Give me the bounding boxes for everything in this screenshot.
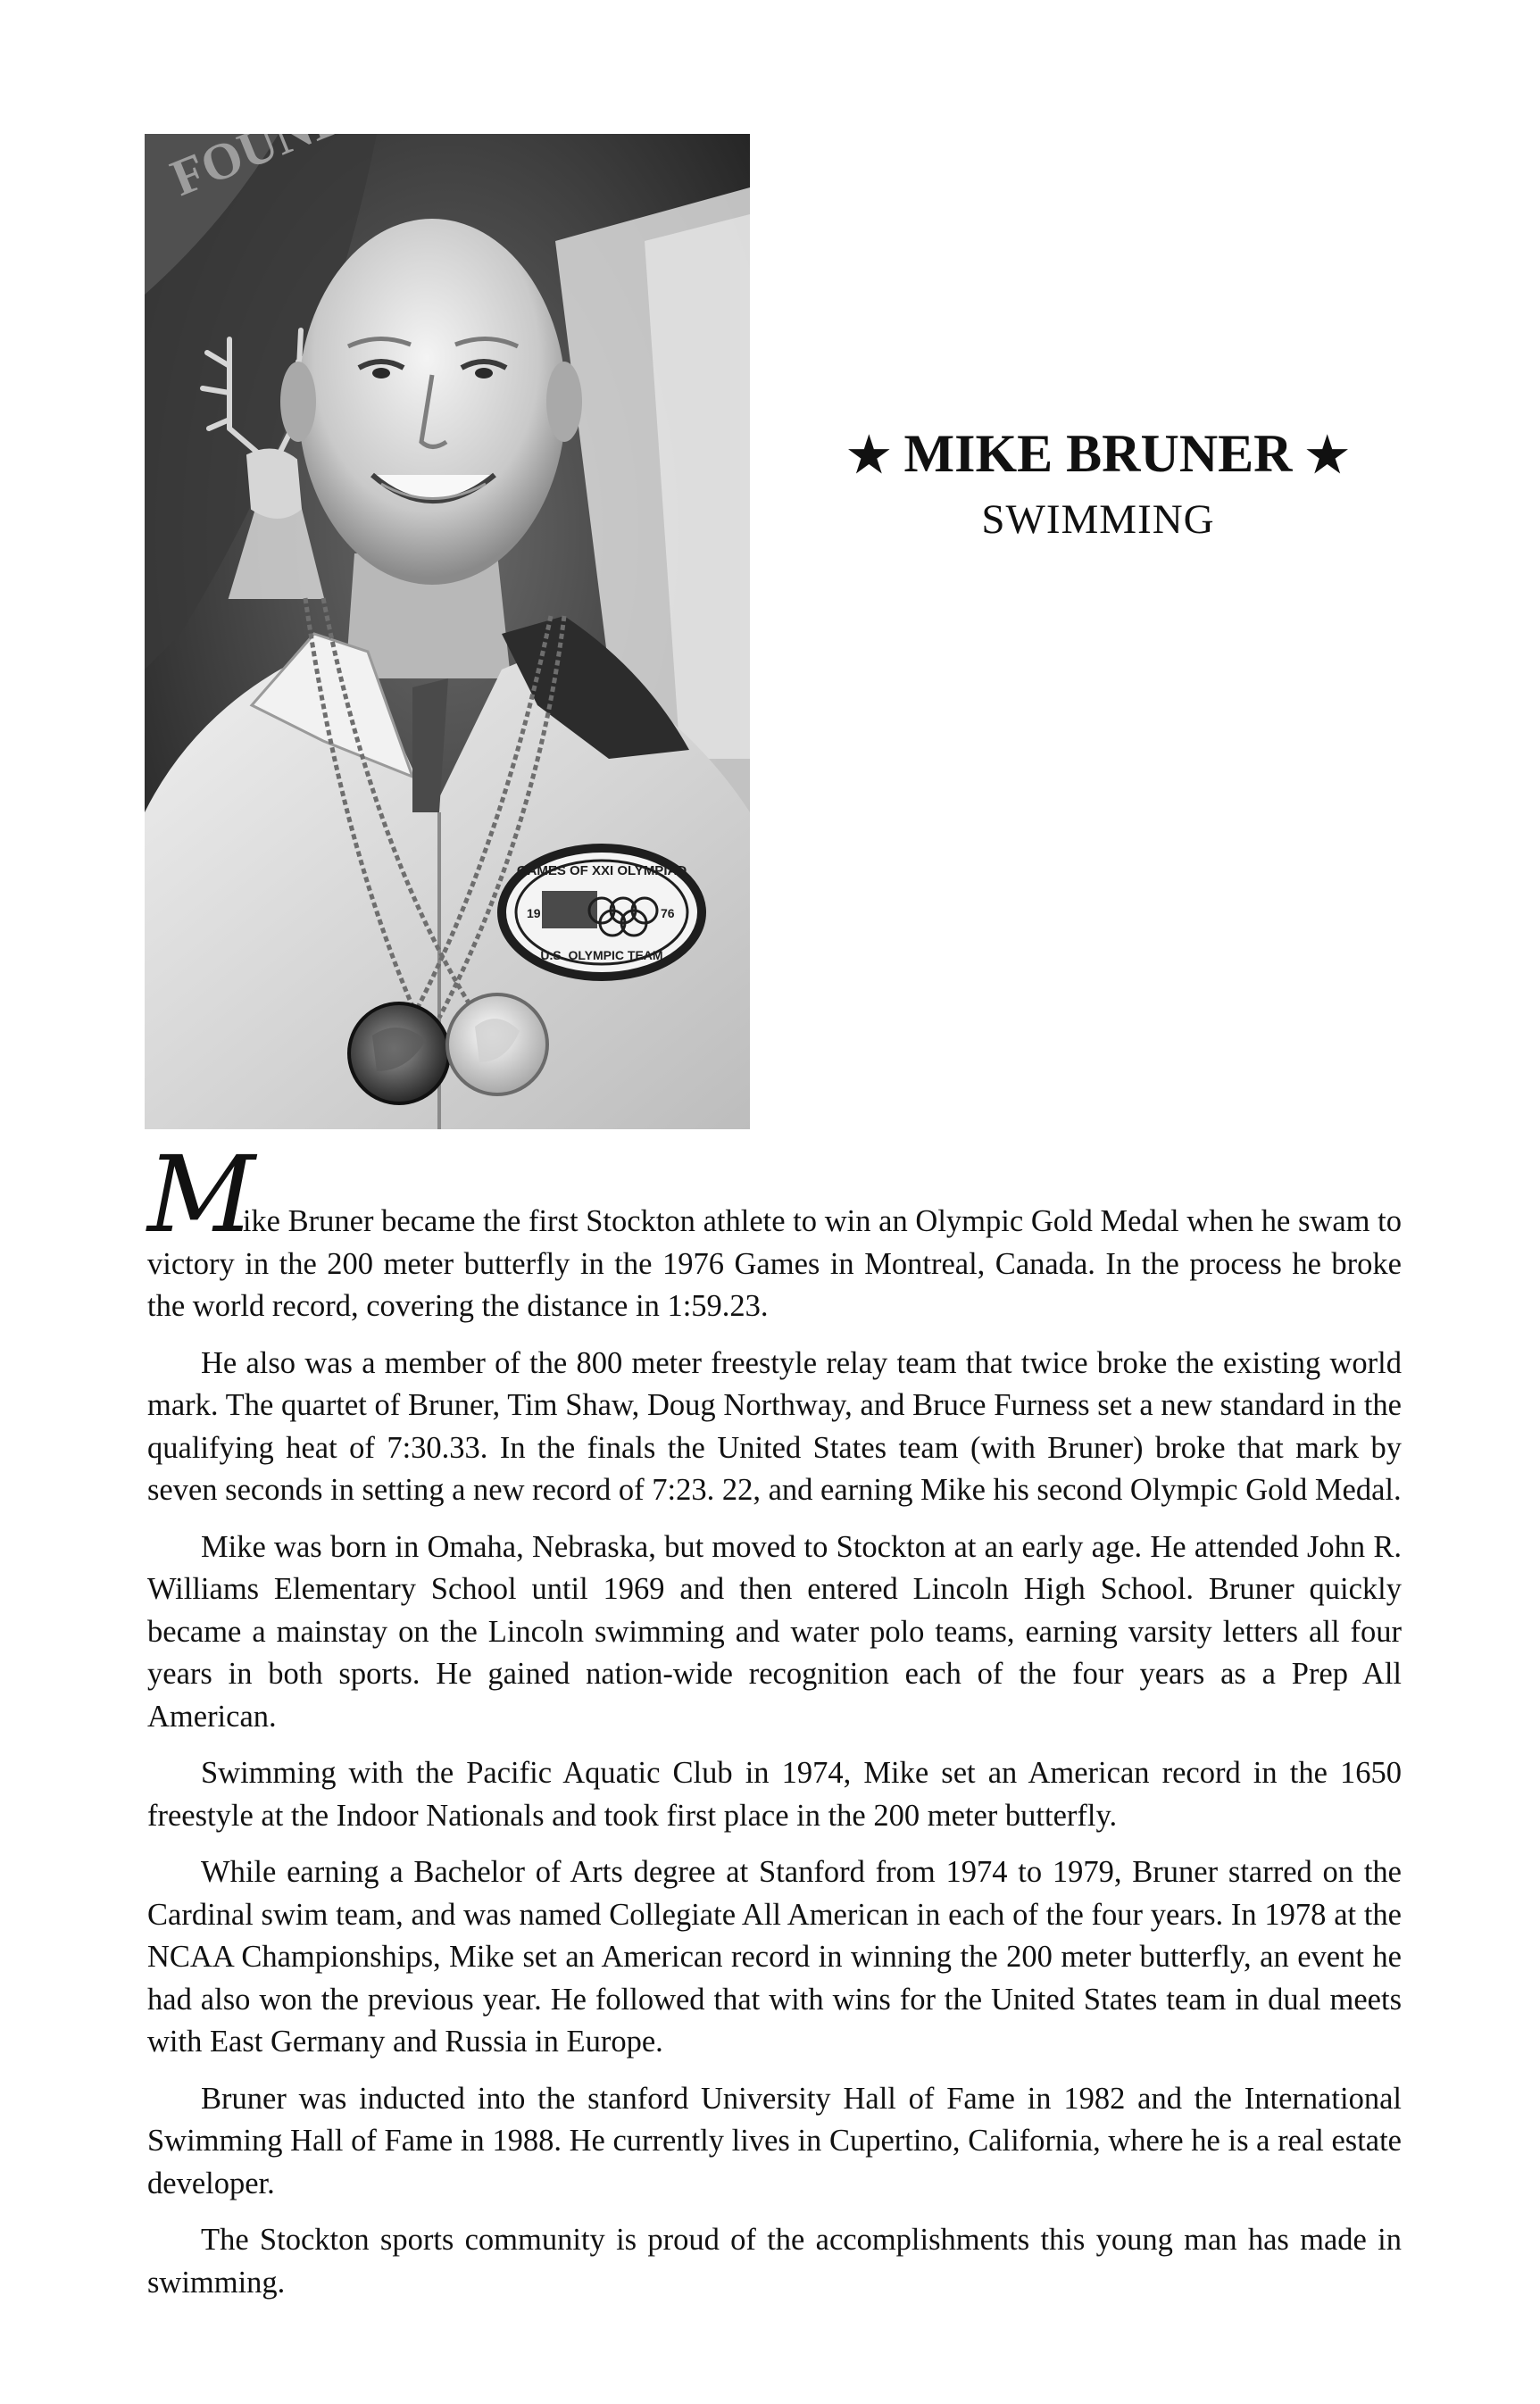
patch-top-text: GAMES OF XXI OLYMPIAD	[516, 863, 687, 878]
athlete-head	[298, 219, 566, 585]
athlete-name: MIKE BRUNER	[903, 424, 1293, 483]
olympic-team-patch	[502, 848, 702, 977]
bio-paragraph-3: Mike was born in Omaha, Nebraska, but moved to Stockton at an early age. He attended John R. Williams Elementary School until 1969 and then entered Lincoln High School. Bruner quickly became a mainstay on the Lincoln swimming and water polo teams, earning varsity letters all four years in both sports. He gained nation-wide recognition each of the four years as a Prep All American.	[147, 1529, 1402, 1734]
biography-text	[147, 1133, 1402, 2318]
title-block	[786, 418, 1411, 548]
patch-year-left: 19	[527, 906, 541, 920]
sport-subheading: SWIMMING	[981, 496, 1215, 543]
athlete-portrait-photo	[145, 134, 750, 1129]
bio-paragraph-1-text: ike Bruner became the first Stockton athlete to win an Olympic Gold Medal when he swam to victory in the 200 meter butterfly in the 1976 Games in Montreal, Canada. In the process he broke the world record, covering the distance in 1:59.23.	[147, 1204, 1402, 1323]
bio-paragraph-4: Swimming with the Pacific Aquatic Club in 1974, Mike set an American record in the 1650 freestyle at the Indoor Nationals and took first place in the 200 meter butterfly.	[147, 1756, 1402, 1833]
patch-bottom-text: U.S. OLYMPIC TEAM	[540, 948, 663, 962]
star-left-icon: ★	[847, 428, 891, 482]
bio-paragraph-6: Bruner was inducted into the stanford University Hall of Fame in 1982 and the International Swimming Hall of Fame in 1988. He currently lives in Cupertino, California, where he is a real estate developer.	[147, 2081, 1402, 2200]
drop-cap-letter: M	[147, 1133, 248, 1256]
silver-medal-icon	[447, 994, 547, 1094]
star-right-icon: ★	[1305, 428, 1349, 482]
bio-paragraph-7: The Stockton sports community is proud of the accomplishments this young man has made in swimming.	[147, 2223, 1402, 2300]
bio-paragraph-1	[147, 1133, 1402, 1328]
bio-paragraph-2: He also was a member of the 800 meter freestyle relay team that twice broke the existing world mark. The quartet of Bruner, Tim Shaw, Doug Northway, and Bruce Furness set a new standard in the qualifying heat of 7:30.33. In the finals the United States team (with Bruner) broke that mark by seven seconds in setting a new record of 7:23. 22, and earning Mike his second Olympic Gold Medal.	[147, 1345, 1402, 1507]
bio-paragraph-5: While earning a Bachelor of Arts degree at Stanford from 1974 to 1979, Bruner starred on the Cardinal swim team, and was named Collegiate All American in each of the four years. In 1978 at the NCAA Championships, Mike set an American record in winning the 200 meter butterfly, an event he had also won the previous year. He followed that with wins for the United States team in dual meets with East Germany and Russia in Europe.	[147, 1855, 1402, 2059]
gold-medal-icon	[349, 1003, 449, 1103]
patch-year-right: 76	[661, 906, 675, 920]
athlete-name-heading	[786, 418, 1411, 491]
